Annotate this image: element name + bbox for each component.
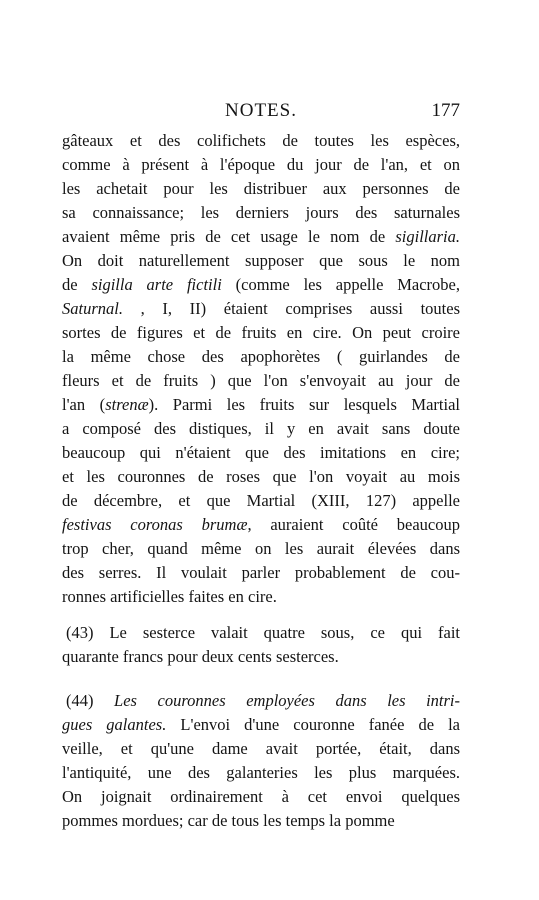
italic-text: sigilla arte fictili	[91, 275, 222, 294]
text-segment: fleurs et de fruits ) que l'on s'envoyait au jour de	[62, 371, 460, 390]
text-segment: comme à présent à l'époque du jour de l'an, et on	[62, 155, 460, 174]
running-header	[62, 100, 460, 126]
text-segment: (44)	[66, 691, 115, 710]
italic-text: sigillaria.	[395, 227, 460, 246]
text-segment: On doit naturellement supposer que sous le nom	[62, 251, 460, 270]
text-segment: sortes de figures et de fruits en cire. On peut croire	[62, 323, 460, 342]
italic-text: strenæ	[105, 395, 149, 414]
text-segment: (comme les appelle Macrobe,	[221, 275, 461, 294]
text-line	[62, 369, 460, 393]
text-line	[62, 129, 460, 153]
text-segment: On joignait ordinairement à cet envoi quelques	[62, 787, 460, 806]
text-segment: ). Parmi les fruits sur lesquels Martial	[148, 395, 460, 414]
text-line	[62, 809, 460, 833]
text-line	[62, 417, 460, 441]
text-segment: (43) Le sesterce valait quatre sous, ce qui fait	[66, 623, 460, 642]
note-43	[62, 621, 460, 669]
text-line	[62, 537, 460, 561]
text-line	[62, 297, 460, 321]
text-segment: pommes mordues; car de tous les temps la pomme	[62, 811, 395, 830]
text-line	[62, 489, 460, 513]
text-segment: , I, II) étaient comprises aussi toutes	[122, 299, 460, 318]
text-line	[62, 761, 460, 785]
text-line	[62, 465, 460, 489]
text-segment: veille, et qu'une dame avait portée, était, dans	[62, 739, 460, 758]
text-line	[62, 321, 460, 345]
text-line	[62, 785, 460, 809]
note-44	[62, 689, 460, 833]
text-line	[62, 513, 460, 537]
text-segment: avaient même pris de cet usage le nom de	[62, 227, 396, 246]
text-line	[62, 737, 460, 761]
text-line	[62, 177, 460, 201]
text-segment: quarante francs pour deux cents sesterces.	[62, 647, 339, 666]
text-segment: des serres. Il voulait parler probablement de cou-	[62, 563, 460, 582]
text-segment: de décembre, et que Martial (XIII, 127) appelle	[62, 491, 460, 510]
text-segment: l'an (	[62, 395, 106, 414]
text-line	[62, 345, 460, 369]
italic-text: gues galantes.	[62, 715, 167, 734]
text-line	[62, 585, 460, 609]
text-line	[62, 249, 460, 273]
text-line	[62, 201, 460, 225]
running-title: NOTES.	[225, 100, 297, 121]
text-segment: et les couronnes de roses que l'on voyait au mois	[62, 467, 460, 486]
note-continuation-paragraph	[62, 129, 460, 609]
text-segment: a composé des distiques, il y en avait sans doute	[62, 419, 460, 438]
text-line	[62, 153, 460, 177]
text-segment: les achetait pour les distribuer aux personnes de	[62, 179, 460, 198]
text-line	[62, 645, 460, 669]
text-line	[62, 561, 460, 585]
text-segment: ronnes artificielles faites en cire.	[62, 587, 277, 606]
text-segment: L'envoi d'une couronne fanée de la	[166, 715, 460, 734]
text-segment: gâteaux et des colifichets de toutes les espèces,	[62, 131, 460, 150]
text-line	[62, 621, 460, 645]
page-number: 177	[431, 100, 460, 121]
text-segment: sa connaissance; les derniers jours des saturnales	[62, 203, 460, 222]
text-segment: , auraient coûté beaucoup	[247, 515, 460, 534]
text-line	[62, 689, 460, 713]
text-segment: l'antiquité, une des galanteries les plus marquées.	[62, 763, 460, 782]
italic-text: Les couronnes employées dans les intri-	[114, 691, 460, 710]
italic-text: festivas coronas brumæ	[62, 515, 248, 534]
text-line	[62, 713, 460, 737]
text-line	[62, 273, 460, 297]
text-segment: la même chose des apophorètes ( guirlandes de	[62, 347, 460, 366]
text-segment: beaucoup qui n'étaient que des imitations en cire;	[62, 443, 460, 462]
text-line	[62, 393, 460, 417]
text-segment: de	[62, 275, 92, 294]
text-segment: trop cher, quand même on les aurait élevées dans	[62, 539, 460, 558]
italic-text: Saturnal.	[62, 299, 123, 318]
text-line	[62, 225, 460, 249]
text-line	[62, 441, 460, 465]
